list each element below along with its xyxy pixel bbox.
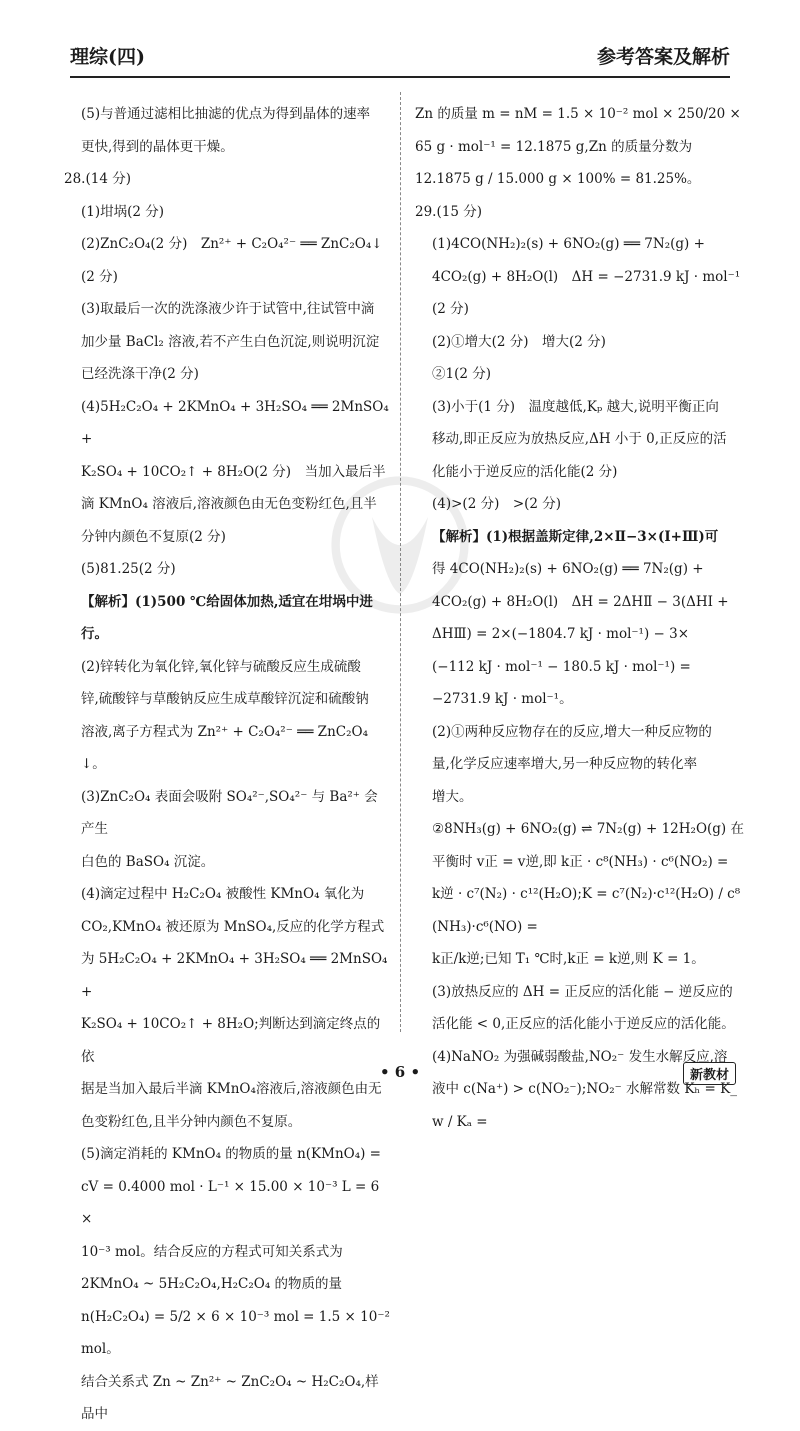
text-line: (5)与普通过滤相比抽滤的优点为得到晶体的速率 bbox=[81, 106, 371, 122]
text-line: n(H₂C₂O₄) = 5/2 × 6 × 10⁻³ mol = 1.5 × 10⁻² mol。 bbox=[81, 1308, 390, 1357]
text-line: 据是当加入最后半滴 KMnO₄溶液后,溶液颜色由无 bbox=[81, 1081, 382, 1097]
text-line: 12.1875 g / 15.000 g × 100% = 81.25%。 bbox=[415, 171, 701, 187]
text-line: 活化能 < 0,正反应的活化能小于逆反应的活化能。 bbox=[432, 1016, 735, 1032]
text-line: 得 4CO(NH₂)₂(s) + 6NO₂(g) ══ 7N₂(g) + bbox=[432, 561, 704, 577]
text-line: 29.(15 分) bbox=[415, 203, 482, 220]
text-line: 【解析】(1)根据盖斯定律,2×Ⅱ−3×(Ⅰ+Ⅲ)可 bbox=[432, 528, 719, 545]
text-line: (4)>(2 分) >(2 分) bbox=[432, 496, 562, 512]
text-line: ΔHⅢ) = 2×(−1804.7 kJ · mol⁻¹) − 3× bbox=[432, 626, 690, 642]
text-line: (3)放热反应的 ΔH = 正反应的活化能 − 逆反应的 bbox=[432, 983, 733, 1000]
text-line: 4CO₂(g) + 8H₂O(l) ΔH = −2731.9 kJ · mol⁻¹ bbox=[432, 268, 741, 285]
text-line: (2)锌转化为氧化锌,氧化锌与硫酸反应生成硫酸 bbox=[81, 658, 361, 675]
text-line: (2)①两种反应物存在的反应,增大一种反应物的 bbox=[432, 723, 712, 740]
text-line: (3)取最后一次的洗涤液少许于试管中,往试管中滴 bbox=[81, 301, 375, 317]
text-line: (1)坩埚(2 分) bbox=[81, 203, 165, 220]
text-line: 加少量 BaCl₂ 溶液,若不产生白色沉淀,则说明沉淀 bbox=[81, 333, 380, 350]
text-line: 增大。 bbox=[432, 788, 473, 805]
text-line: (3)小于(1 分) 温度越低,Kₚ 越大,说明平衡正向 bbox=[432, 398, 719, 415]
page-header bbox=[70, 42, 730, 78]
text-line: k正/k逆;已知 T₁ ℃时,k正 = k逆,则 K = 1。 bbox=[432, 951, 705, 967]
text-line: 更快,得到的晶体更干燥。 bbox=[81, 138, 234, 155]
column-divider bbox=[400, 92, 401, 1032]
text-line: 锌,硫酸锌与草酸钠反应生成草酸锌沉淀和硫酸钠 bbox=[81, 691, 369, 707]
text-line: (−112 kJ · mol⁻¹ − 180.5 kJ · mol⁻¹) = bbox=[432, 658, 691, 675]
text-line: (4)滴定过程中 H₂C₂O₄ 被酸性 KMnO₄ 氧化为 bbox=[81, 886, 365, 902]
header-title: 参考答案及解析 bbox=[596, 46, 730, 68]
text-line: K₂SO₄ + 10CO₂↑ + 8H₂O;判断达到滴定终点的依 bbox=[81, 1016, 381, 1065]
text-line: 为 5H₂C₂O₄ + 2KMnO₄ + 3H₂SO₄ ══ 2MnSO₄ + bbox=[81, 951, 388, 1000]
text-line: (2 分) bbox=[432, 301, 469, 317]
text-line: 28.(14 分) bbox=[64, 171, 131, 187]
text-line: 滴 KMnO₄ 溶液后,溶液颜色由无色变粉红色,且半 bbox=[81, 496, 377, 512]
text-line: K₂SO₄ + 10CO₂↑ + 8H₂O(2 分) 当加入最后半 bbox=[81, 463, 386, 480]
text-line: (2)①增大(2 分) 增大(2 分) bbox=[432, 333, 606, 350]
text-line: (4)NaNO₂ 为强碱弱酸盐,NO₂⁻ 发生水解反应,溶 bbox=[432, 1048, 728, 1065]
text-line: (3)ZnC₂O₄ 表面会吸附 SO₄²⁻,SO₄²⁻ 与 Ba²⁺ 会产生 bbox=[81, 788, 378, 837]
edition-badge: 新教材 bbox=[683, 1062, 736, 1085]
text-line: 色变粉红色,且半分钟内颜色不复原。 bbox=[81, 1113, 302, 1130]
text-line: (4)5H₂C₂O₄ + 2KMnO₄ + 3H₂SO₄ ══ 2MnSO₄ + bbox=[81, 398, 389, 447]
text-line: ②1(2 分) bbox=[432, 366, 492, 382]
header-subject: 理综(四) bbox=[70, 46, 145, 68]
text-line: 量,化学反应速率增大,另一种反应物的转化率 bbox=[432, 756, 698, 772]
text-line: 65 g · mol⁻¹ = 12.1875 g,Zn 的质量分数为 bbox=[415, 138, 693, 155]
text-line: 已经洗涤干净(2 分) bbox=[81, 366, 199, 382]
left-column bbox=[64, 98, 390, 1431]
text-line: (1)4CO(NH₂)₂(s) + 6NO₂(g) ══ 7N₂(g) + bbox=[432, 236, 705, 252]
text-line: (2)ZnC₂O₄(2 分) Zn²⁺ + C₂O₄²⁻ ══ ZnC₂O₄↓ bbox=[81, 236, 383, 252]
text-line: −2731.9 kJ · mol⁻¹。 bbox=[432, 691, 573, 707]
text-line: CO₂,KMnO₄ 被还原为 MnSO₄,反应的化学方程式 bbox=[81, 918, 385, 935]
text-line: 溶液,离子方程式为 Zn²⁺ + C₂O₄²⁻ ══ ZnC₂O₄↓。 bbox=[81, 723, 368, 772]
page-number: • 6 • bbox=[379, 1063, 421, 1081]
text-line: (2 分) bbox=[81, 268, 118, 285]
text-line: 平衡时 v正 = v逆,即 k正 · c⁸(NH₃) · c⁶(NO₂) = bbox=[432, 853, 729, 870]
text-line: 移动,即正反应为放热反应,ΔH 小于 0,正反应的活 bbox=[432, 431, 727, 447]
text-line: 分钟内颜色不复原(2 分) bbox=[81, 528, 226, 545]
text-line: (5)81.25(2 分) bbox=[81, 561, 176, 577]
text-line: cV = 0.4000 mol · L⁻¹ × 15.00 × 10⁻³ L = 6 × bbox=[81, 1178, 380, 1227]
text-line: 2KMnO₄ ~ 5H₂C₂O₄,H₂C₂O₄ 的物质的量 bbox=[81, 1276, 343, 1292]
text-line: 液中 c(Na⁺) > c(NO₂⁻);NO₂⁻ 水解常数 Kₕ = K_w / Kₐ = bbox=[432, 1081, 737, 1130]
text-line: 10⁻³ mol。结合反应的方程式可知关系式为 bbox=[81, 1243, 343, 1260]
text-line: Zn 的质量 m = nM = 1.5 × 10⁻² mol × 250/20 × bbox=[415, 106, 741, 122]
text-line: 结合关系式 Zn ~ Zn²⁺ ~ ZnC₂O₄ ~ H₂C₂O₄,样品中 bbox=[81, 1373, 379, 1422]
right-column bbox=[415, 98, 745, 1138]
text-line: 化能小于逆反应的活化能(2 分) bbox=[432, 463, 618, 480]
text-line: k逆 · c⁷(N₂) · c¹²(H₂O);K = c⁷(N₂)·c¹²(H₂O) / c⁸(NH₃)·c⁶(NO) = bbox=[432, 886, 741, 935]
text-line: 【解析】(1)500 ℃给固体加热,适宜在坩埚中进行。 bbox=[81, 593, 373, 642]
text-line: (5)滴定消耗的 KMnO₄ 的物质的量 n(KMnO₄) = bbox=[81, 1146, 381, 1162]
text-line: 4CO₂(g) + 8H₂O(l) ΔH = 2ΔHⅡ − 3(ΔHⅠ + bbox=[432, 593, 729, 610]
text-line: 白色的 BaSO₄ 沉淀。 bbox=[81, 853, 215, 870]
text-line: ②8NH₃(g) + 6NO₂(g) ⇌ 7N₂(g) + 12H₂O(g) 在 bbox=[432, 821, 744, 837]
